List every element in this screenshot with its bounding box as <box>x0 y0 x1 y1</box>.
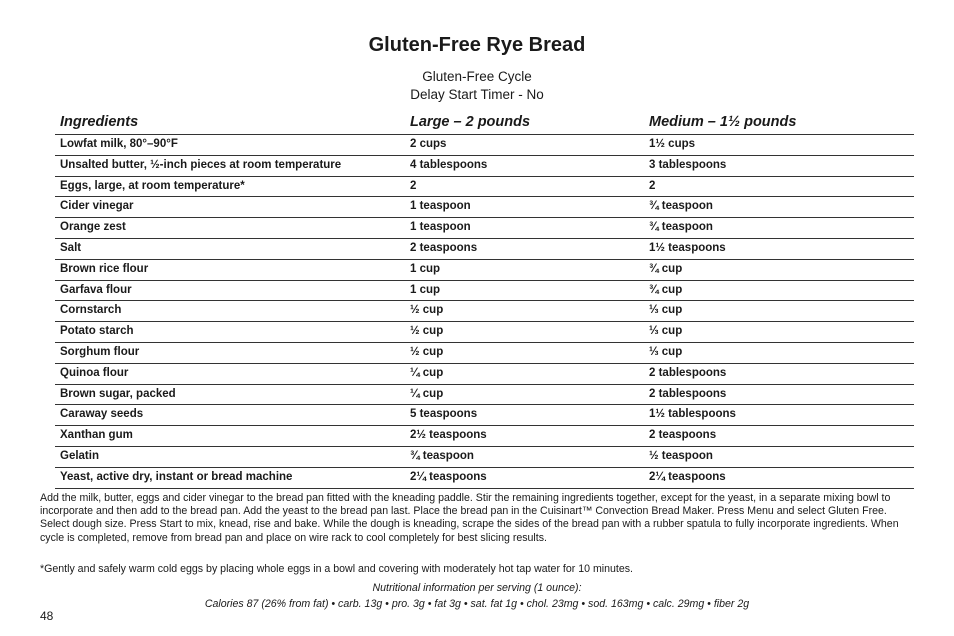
ingredient-cell: Garfava flour <box>60 283 132 296</box>
medium-amount-cell: 1½ tablespoons <box>649 408 736 421</box>
ingredient-cell: Cider vinegar <box>60 200 134 213</box>
table-row <box>55 385 914 406</box>
table-row <box>55 177 914 198</box>
medium-amount-cell: ½ teaspoon <box>649 449 713 462</box>
large-amount-cell: 2 <box>410 179 417 192</box>
large-amount-cell: 1 cup <box>410 262 441 275</box>
footnote-text: *Gently and safely warm cold eggs by placing whole eggs in a bowl and covering with moderately hot tap water for 10 minutes. <box>40 563 633 575</box>
nutrition-values: Calories 87 (26% from fat) • carb. 13g • pro. 3g • fat 3g • sat. fat 1g • chol. 23mg • sod. 163mg • calc. 29mg • fiber 2g <box>204 598 750 610</box>
page-title: Gluten-Free Rye Bread <box>368 34 586 56</box>
medium-amount-cell: ⅓ cup <box>649 325 683 338</box>
ingredient-cell: Brown rice flour <box>60 262 149 275</box>
large-amount-cell: 4 tablespoons <box>410 158 488 171</box>
large-amount-cell: 1 teaspoon <box>410 221 471 234</box>
table-row <box>55 281 914 302</box>
medium-amount-cell: 2¼ teaspoons <box>649 470 726 483</box>
large-amount-cell: ¼ cup <box>410 387 444 400</box>
large-amount-cell: 1 cup <box>410 283 441 296</box>
header-medium: Medium – 1½ pounds <box>649 114 797 130</box>
nutrition-heading: Nutritional information per serving (1 ounce): <box>372 582 582 594</box>
medium-amount-cell: ¾ cup <box>649 262 683 275</box>
medium-amount-cell: ¾ teaspoon <box>649 200 713 213</box>
medium-amount-cell: 2 <box>649 179 656 192</box>
medium-amount-cell: 2 tablespoons <box>649 387 727 400</box>
medium-amount-cell: ⅓ cup <box>649 304 683 317</box>
ingredient-cell: Quinoa flour <box>60 366 129 379</box>
medium-amount-cell: 2 teaspoons <box>649 429 717 442</box>
ingredient-cell: Sorghum flour <box>60 345 140 358</box>
medium-amount-cell: 1½ cups <box>649 138 696 150</box>
medium-amount-cell: 2 tablespoons <box>649 366 727 379</box>
table-row <box>55 260 914 281</box>
table-row <box>55 301 914 322</box>
table-row <box>55 343 914 364</box>
ingredient-cell: Brown sugar, packed <box>60 387 176 400</box>
large-amount-cell: ½ cup <box>410 345 444 358</box>
header-large: Large – 2 pounds <box>410 114 531 130</box>
large-amount-cell: 2 teaspoons <box>410 241 478 254</box>
medium-amount-cell: ⅓ cup <box>649 345 683 358</box>
ingredient-cell: Potato starch <box>60 325 134 338</box>
large-amount-cell: ½ cup <box>410 304 444 317</box>
ingredient-cell: Lowfat milk, 80°–90°F <box>60 138 178 150</box>
medium-amount-cell: 3 tablespoons <box>649 158 727 171</box>
ingredient-cell: Salt <box>60 241 82 254</box>
ingredient-cell: Cornstarch <box>60 304 122 317</box>
ingredients-table <box>55 112 914 489</box>
large-amount-cell: 1 teaspoon <box>410 200 471 213</box>
large-amount-cell: 2 cups <box>410 138 447 150</box>
table-row <box>55 322 914 343</box>
table-row <box>55 218 914 239</box>
instructions-text: Add the milk, butter, eggs and cider vinegar to the bread pan fitted with the kneading paddle. Stir the remaining ingredients together, except for the yeast, in a separate mixing bowl to incorporate and then add to the bread pan. Add the yeast to the bread pan last. Place the bread pan in the Cuisinart™ Convection Bread Maker. Press Menu and select Gluten Free. Select dough size. Press Start to mix, knead, rise and bake. While the dough is kneading, scrape the sides of the bread pan with a rubber spatula to fully incorporate ingredients. When cycle is completed, remove from bread pan and place on wire rack to cool completely for best slicing results. <box>40 492 899 544</box>
page-number: 48 <box>40 609 54 623</box>
ingredient-cell: Eggs, large, at room temperature* <box>60 179 245 192</box>
large-amount-cell: ½ cup <box>410 325 444 338</box>
cycle-label: Gluten-Free Cycle <box>422 69 532 84</box>
table-row <box>55 156 914 177</box>
ingredient-cell: Xanthan gum <box>60 429 133 442</box>
medium-amount-cell: 1½ teaspoons <box>649 241 726 254</box>
table-row <box>55 197 914 218</box>
table-body <box>55 135 914 489</box>
table-row <box>55 426 914 447</box>
table-row <box>55 405 914 426</box>
table-row <box>55 364 914 385</box>
ingredient-cell: Gelatin <box>60 449 99 462</box>
table-row <box>55 447 914 468</box>
ingredient-cell: Yeast, active dry, instant or bread machine <box>60 470 293 483</box>
table-row <box>55 468 914 489</box>
large-amount-cell: ¾ teaspoon <box>410 449 474 462</box>
ingredient-cell: Caraway seeds <box>60 408 144 421</box>
large-amount-cell: ¼ cup <box>410 366 444 379</box>
table-header <box>55 112 914 135</box>
large-amount-cell: 2¼ teaspoons <box>410 470 487 483</box>
medium-amount-cell: ¾ teaspoon <box>649 221 713 234</box>
ingredient-cell: Unsalted butter, ½-inch pieces at room temperature <box>60 158 342 171</box>
header-ingredients: Ingredients <box>60 114 139 130</box>
medium-amount-cell: ¾ cup <box>649 283 683 296</box>
table-row <box>55 239 914 260</box>
ingredient-cell: Orange zest <box>60 221 126 234</box>
large-amount-cell: 5 teaspoons <box>410 408 478 421</box>
timer-label: Delay Start Timer - No <box>410 87 544 102</box>
large-amount-cell: 2½ teaspoons <box>410 429 487 442</box>
table-row <box>55 135 914 156</box>
